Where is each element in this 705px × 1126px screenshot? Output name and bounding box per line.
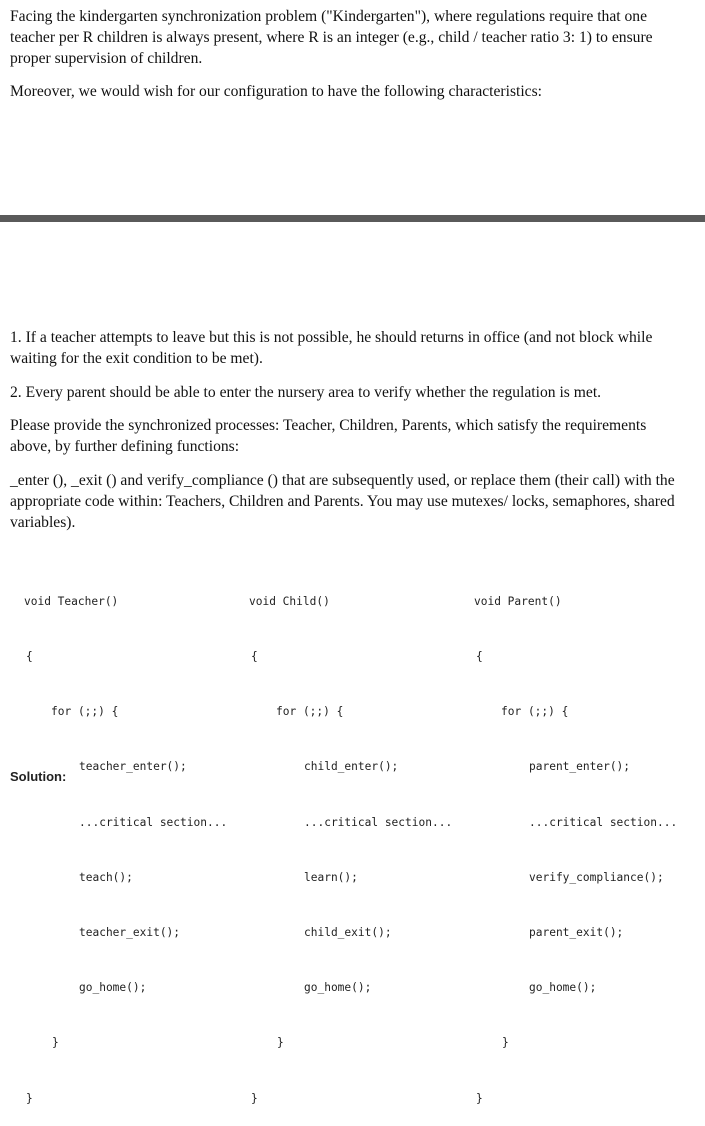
- section-divider: [0, 215, 705, 222]
- code-open-brace: {: [26, 650, 33, 664]
- code-signature: void Teacher(): [24, 594, 119, 608]
- code-action-call: teach();: [79, 870, 133, 884]
- code-home-call: go_home();: [304, 981, 372, 995]
- code-action-call: learn();: [304, 870, 358, 884]
- functions-paragraph: _enter (), _exit () and verify_compliance () that are subsequently used, or replace them (their call) with the appropriate code within: Teachers, Children and Parents. You may use mutexes/ locks, semaphores, shared variables).: [10, 472, 675, 531]
- code-home-call: go_home();: [529, 981, 597, 995]
- child-code-block: [249, 556, 452, 1126]
- code-enter-call: child_enter();: [304, 760, 399, 774]
- code-exit-call: parent_exit();: [529, 926, 624, 940]
- requirement-2: 2. Every parent should be able to enter the nursery area to verify whether the regulation is met.: [10, 384, 602, 401]
- code-enter-call: teacher_enter();: [79, 760, 187, 774]
- code-exit-call: child_exit();: [304, 926, 392, 940]
- solution-label: Solution:: [10, 769, 67, 784]
- intro-paragraph: Facing the kindergarten synchronization problem ("Kindergarten"), where regulations require that one teacher per R children is always present, where R is an integer (e.g., child / teacher ratio 3: 1) to ensure proper supervision of children.: [10, 8, 653, 67]
- code-action-call: verify_compliance();: [529, 870, 664, 884]
- code-loop-close: }: [52, 1036, 59, 1050]
- request-paragraph: Please provide the synchronized processes: Teacher, Children, Parents, which satisfy the requirements above, by further defining functions:: [10, 417, 647, 455]
- code-close-brace: }: [26, 1091, 33, 1105]
- code-close-brace: }: [251, 1091, 258, 1105]
- parent-code-block: [474, 556, 677, 1126]
- code-open-brace: {: [476, 650, 483, 664]
- code-home-call: go_home();: [79, 981, 147, 995]
- code-loop: for (;;) {: [51, 705, 119, 719]
- code-open-brace: {: [251, 650, 258, 664]
- code-close-brace: }: [476, 1091, 483, 1105]
- code-loop-close: }: [277, 1036, 284, 1050]
- characteristics-sentence: Moreover, we would wish for our configuration to have the following characteristics:: [10, 83, 543, 100]
- code-signature: void Parent(): [474, 594, 562, 608]
- code-critical-section: ...critical section...: [304, 815, 453, 829]
- code-loop: for (;;) {: [276, 705, 344, 719]
- code-exit-call: teacher_exit();: [79, 926, 181, 940]
- code-signature: void Child(): [249, 594, 330, 608]
- code-critical-section: ...critical section...: [529, 815, 678, 829]
- requirement-1: 1. If a teacher attempts to leave but this is not possible, he should returns in office (and not block while waiting for the exit condition to be met).: [10, 329, 653, 367]
- code-loop: for (;;) {: [501, 705, 569, 719]
- code-critical-section: ...critical section...: [79, 815, 228, 829]
- teacher-code-block: [24, 556, 227, 1126]
- code-loop-close: }: [502, 1036, 509, 1050]
- code-enter-call: parent_enter();: [529, 760, 631, 774]
